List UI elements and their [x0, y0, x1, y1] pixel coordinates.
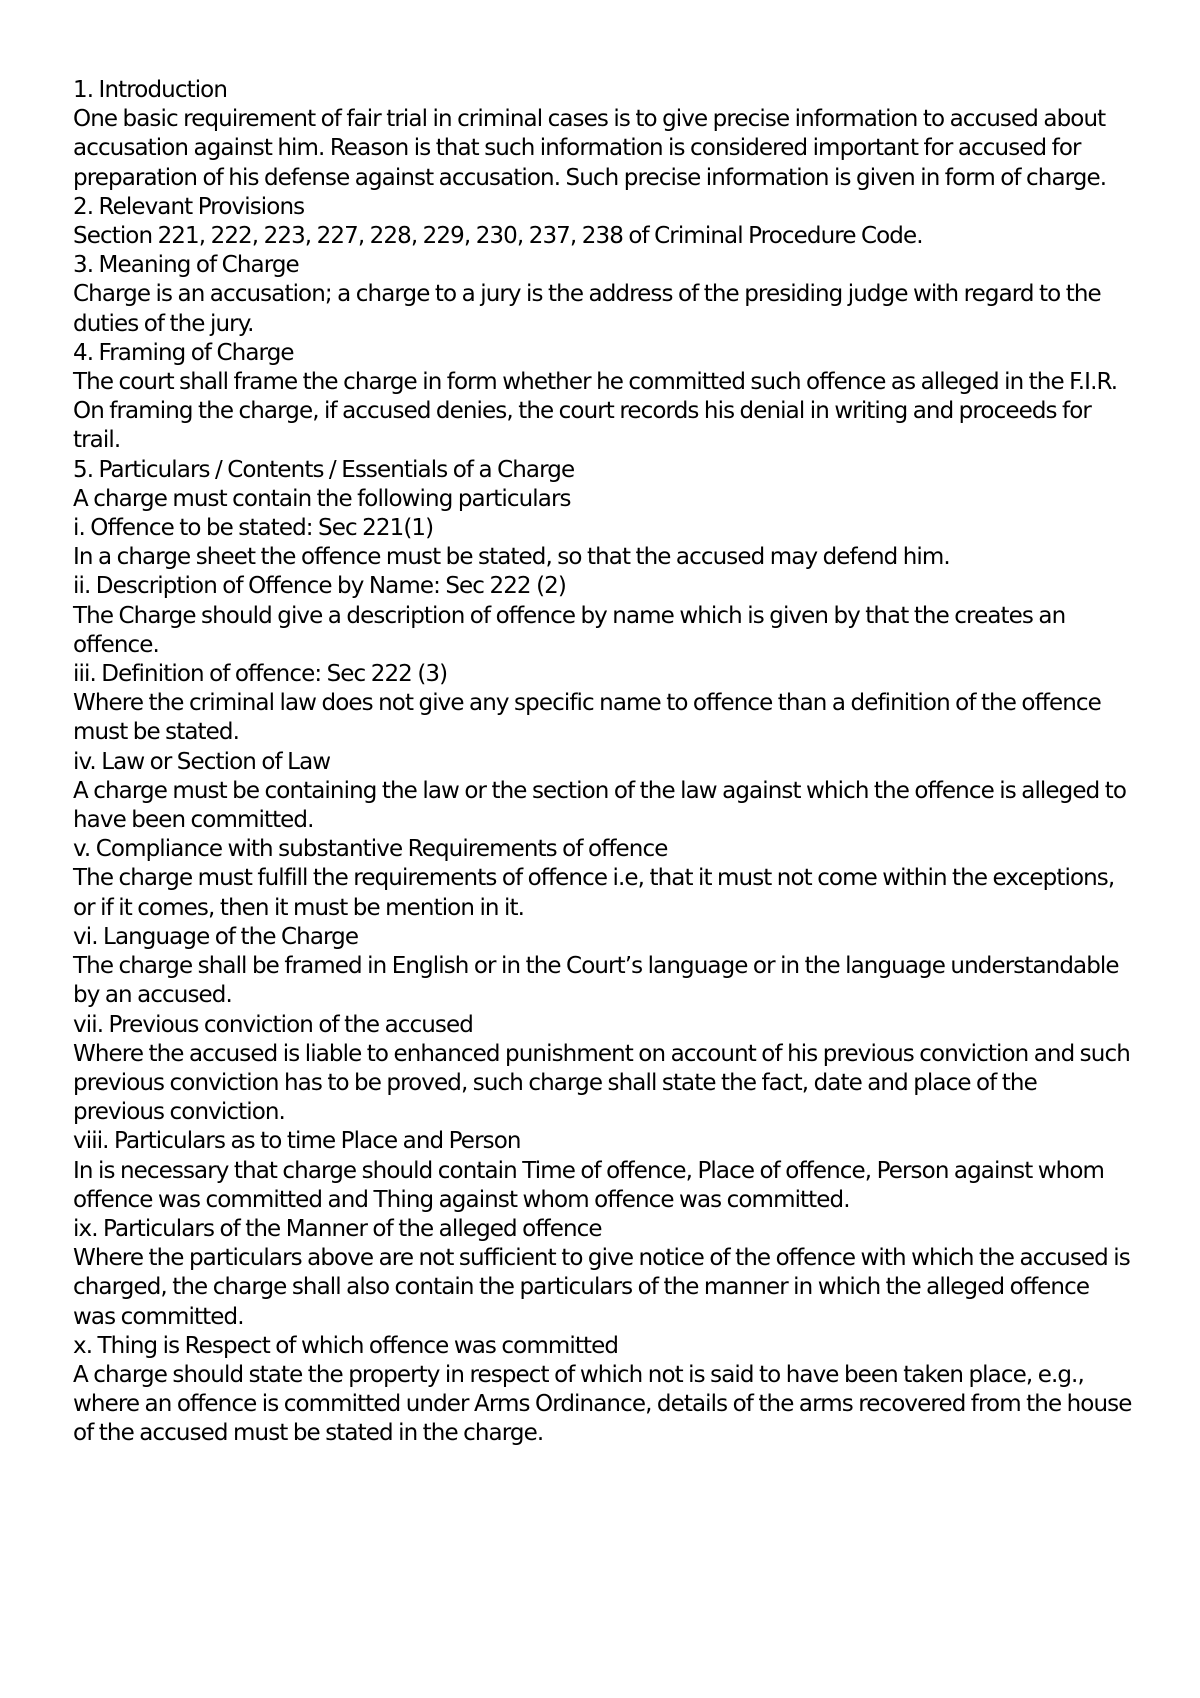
section-heading: 2. Relevant Provisions — [73, 193, 305, 220]
document-page — [73, 76, 1133, 1449]
subsection-paragraph: In a charge sheet the offence must be stated, so that the accused may defend him. — [73, 544, 950, 571]
section-heading: 5. Particulars / Contents / Essentials of a Charge — [73, 456, 575, 483]
subsection-heading: x. Thing is Respect of which offence was committed — [73, 1332, 619, 1359]
section-heading: 4. Framing of Charge — [73, 339, 294, 366]
section-heading: 1. Introduction — [73, 77, 228, 103]
subsection-heading: iii. Definition of offence: Sec 222 (3) — [73, 661, 448, 688]
subsection-heading: v. Compliance with substantive Requirements of offence — [73, 836, 668, 863]
section-paragraph: One basic requirement of fair trial in criminal cases is to give precise information to accused about accusation against him. Reason is that such information is considered important for accused for preparation of his defense against accusation. Such precise information is given in form of charge. — [73, 106, 1107, 191]
section-paragraph: Charge is an accusation; a charge to a jury is the address of the presiding judge with regard to the duties of the jury. — [73, 281, 1101, 337]
section-paragraph: The court shall frame the charge in form whether he committed such offence as alleged in the F.I.R. On framing the charge, if accused denies, the court records his denial in writing and proceeds for trail. — [73, 369, 1118, 454]
subsection-heading: ix. Particulars of the Manner of the alleged offence — [73, 1215, 602, 1242]
subsection-paragraph: The charge shall be framed in English or in the Court’s language or in the language understandable by an accused. — [73, 953, 1119, 1009]
subsection-paragraph: Where the accused is liable to enhanced punishment on account of his previous conviction and such previous conviction has to be proved, such charge shall state the fact, date and place of the previous conviction. — [73, 1040, 1130, 1126]
subsection-heading: ii. Description of Offence by Name: Sec 222 (2) — [73, 573, 566, 600]
subsection-heading: iv. Law or Section of Law — [73, 748, 331, 775]
subsection-paragraph: In is necessary that charge should contain Time of offence, Place of offence, Person against whom offence was committed and Thing against whom offence was committed. — [73, 1157, 1105, 1213]
subsection-heading: vi. Language of the Charge — [73, 923, 359, 950]
subsection-paragraph: A charge should state the property in respect of which not is said to have been taken place, e.g., where an offence is committed under Arms Ordinance, details of the arms recovered from the house of the accused must be stated in the charge. — [73, 1361, 1132, 1447]
subsection-heading: i. Offence to be stated: Sec 221(1) — [73, 515, 434, 542]
section-paragraph: A charge must contain the following particulars — [73, 485, 571, 512]
subsection-heading: vii. Previous conviction of the accused — [73, 1011, 473, 1038]
subsection-paragraph: The charge must fulfill the requirements of offence i.e, that it must not come within the exceptions, or if it comes, then it must be mention in it. — [73, 865, 1115, 921]
subsection-heading: viii. Particulars as to time Place and Person — [73, 1128, 521, 1155]
section-heading: 3. Meaning of Charge — [73, 252, 299, 279]
subsection-paragraph: Where the criminal law does not give any specific name to offence than a definition of the offence must be stated. — [73, 690, 1101, 746]
subsection-paragraph: The Charge should give a description of offence by name which is given by that the creates an offence. — [73, 602, 1066, 658]
subsection-paragraph: A charge must be containing the law or the section of the law against which the offence is alleged to have been committed. — [73, 777, 1127, 834]
subsection-paragraph: Where the particulars above are not sufficient to give notice of the offence with which the accused is charged, the charge shall also contain the particulars of the manner in which the alleged offence was committed. — [73, 1245, 1130, 1330]
section-paragraph: Section 221, 222, 223, 227, 228, 229, 230, 237, 238 of Criminal Procedure Code. — [73, 223, 923, 250]
